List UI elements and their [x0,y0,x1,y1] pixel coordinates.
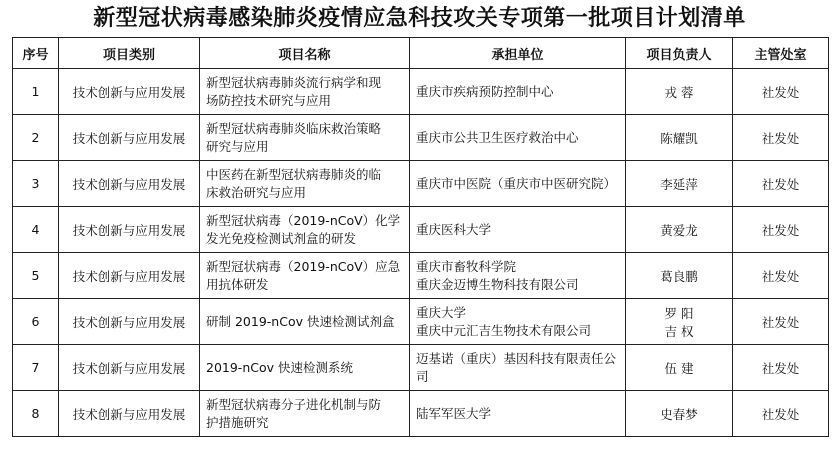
unit-line: 重庆大学 [416,304,467,320]
project-name-line: 研究与应用 [206,138,269,154]
table-row [13,161,829,207]
leader-name: 史春梦 [660,406,698,422]
cell-category: 技术创新与应用发展 [59,161,200,207]
cell-unit [410,299,626,345]
cell-office: 社发处 [733,69,829,115]
cell-office: 社发处 [733,115,829,161]
table-header-row [13,38,829,69]
unit-line: 重庆市中医院（重庆市中医研究院） [416,175,617,191]
table-row [13,115,829,161]
cell-number: 8 [13,391,59,437]
unit-line: 重庆金迈博生物科技有限公司 [416,276,579,292]
cell-number: 3 [13,161,59,207]
cell-leader [626,207,733,253]
leader-name: 吉 权 [664,323,694,339]
leader-name: 陈耀凯 [660,130,698,146]
cell-office: 社发处 [733,207,829,253]
table-row [13,253,829,299]
table-row [13,345,829,391]
unit-line: 重庆市疾病预防控制中心 [416,83,554,99]
cell-category: 技术创新与应用发展 [59,299,200,345]
project-name-line: 新型冠状病毒（2019-nCoV）应急 [206,258,401,274]
project-name-line: 护措施研究 [206,414,269,430]
project-name-line: 新型冠状病毒分子进化机制与防 [206,396,382,412]
cell-project-name [200,299,410,345]
cell-office: 社发处 [733,391,829,437]
project-name-line: 用抗体研发 [206,276,269,292]
leader-name: 葛良鹏 [660,268,698,284]
unit-line: 陆军军医大学 [416,405,492,421]
cell-project-name [200,253,410,299]
cell-leader [626,253,733,299]
unit-line: 重庆市公共卫生医疗救治中心 [416,129,579,145]
cell-category: 技术创新与应用发展 [59,115,200,161]
cell-unit [410,161,626,207]
cell-category: 技术创新与应用发展 [59,253,200,299]
header-category: 项目类别 [59,38,200,69]
cell-number: 1 [13,69,59,115]
leader-name: 李延萍 [660,176,698,192]
project-name-line: 场防控技术研究与应用 [206,92,332,108]
unit-line: 重庆市畜牧科学院 [416,258,517,274]
project-name-line: 新型冠状病毒（2019-nCoV）化学 [206,212,401,228]
cell-project-name [200,115,410,161]
unit-line: 司 [416,368,429,384]
table-row [13,69,829,115]
cell-project-name [200,161,410,207]
cell-unit [410,391,626,437]
cell-number: 5 [13,253,59,299]
table-row [13,207,829,253]
cell-unit [410,207,626,253]
cell-project-name [200,345,410,391]
project-name-line: 中医药在新型冠状病毒肺炎的临 [206,166,382,182]
cell-unit [410,253,626,299]
cell-office: 社发处 [733,299,829,345]
cell-office: 社发处 [733,345,829,391]
cell-project-name [200,69,410,115]
unit-line: 重庆医科大学 [416,221,492,237]
header-office: 主管处室 [733,38,829,69]
cell-unit [410,115,626,161]
header-leader: 项目负责人 [626,38,733,69]
cell-number: 6 [13,299,59,345]
cell-category: 技术创新与应用发展 [59,207,200,253]
cell-leader [626,115,733,161]
leader-name: 罗 阳 [664,305,694,321]
cell-leader [626,69,733,115]
cell-unit [410,69,626,115]
project-name-line: 新型冠状病毒肺炎流行病学和现 [206,74,382,90]
cell-number: 7 [13,345,59,391]
cell-leader [626,345,733,391]
project-name-line: 床救治研究与应用 [206,184,307,200]
cell-unit [410,345,626,391]
cell-office: 社发处 [733,161,829,207]
unit-line: 迈基诺（重庆）基因科技有限责任公 [416,350,617,366]
leader-name: 黄爱龙 [660,222,698,238]
header-number: 序号 [13,38,59,69]
cell-office: 社发处 [733,253,829,299]
unit-line: 重庆中元汇吉生物技术有限公司 [416,322,592,338]
cell-project-name [200,391,410,437]
header-unit: 承担单位 [410,38,626,69]
cell-leader [626,299,733,345]
project-name-line: 发光免疫检测试剂盒的研发 [206,230,357,246]
project-table [12,37,829,437]
project-name-line: 研制 2019-nCov 快速检测试剂盒 [206,313,395,329]
leader-name: 伍 建 [664,360,694,376]
cell-project-name [200,207,410,253]
project-name-line: 2019-nCov 快速检测系统 [206,359,353,375]
table-row [13,299,829,345]
cell-category: 技术创新与应用发展 [59,345,200,391]
cell-category: 技术创新与应用发展 [59,69,200,115]
cell-leader [626,391,733,437]
cell-leader [626,161,733,207]
cell-number: 2 [13,115,59,161]
cell-number: 4 [13,207,59,253]
cell-category: 技术创新与应用发展 [59,391,200,437]
document-title: 新型冠状病毒感染肺炎疫情应急科技攻关专项第一批项目计划清单 [93,6,746,31]
project-name-line: 新型冠状病毒肺炎临床救治策略 [206,120,382,136]
table-row [13,391,829,437]
leader-name: 戎 蓉 [664,84,694,100]
header-project-name: 项目名称 [200,38,410,69]
